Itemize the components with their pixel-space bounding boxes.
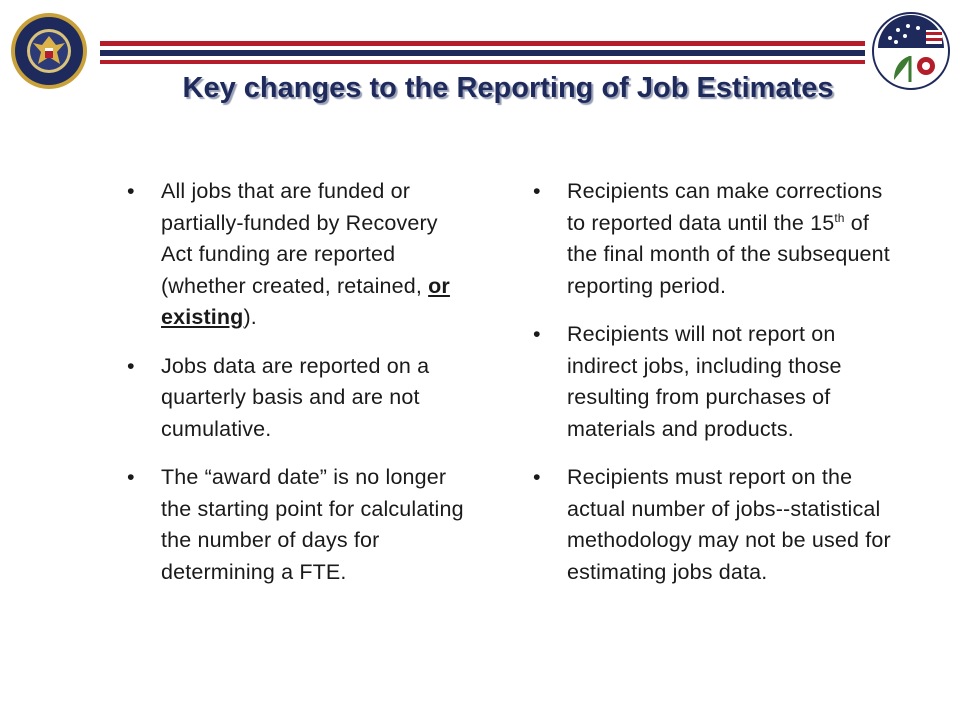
ordinal-superscript: th [834,210,845,225]
list-item [127,351,472,446]
bullet-text-after: ). [243,305,257,329]
bullet-text-before: All jobs that are funded or partially-funded by Recovery Act funding are reported (whether created, retained, [161,179,438,298]
header-rule-red-top [100,41,865,46]
list-item [127,176,472,334]
bullet-text-after: of the final month of the subsequent reporting period. [567,210,890,298]
left-column [127,176,472,605]
bullet-text: Recipients will not report on indirect jobs, including those resulting from purchases of materials and products. [567,322,842,441]
bullet-icon: • [533,179,541,203]
bullet-text-before: Recipients can make corrections to reported data until the 15 [567,179,883,235]
bullet-icon: • [533,465,541,489]
right-column [533,176,893,605]
bullet-icon: • [127,353,135,378]
bullet-text: Recipients must report on the actual number of jobs--statistical methodology may not be used for estimating jobs data. [567,465,891,584]
list-item [533,462,893,588]
list-item [533,176,893,302]
bullet-emphasis: or existing [161,273,450,329]
bullet-icon: • [533,322,541,346]
header-rule-red-bottom [100,60,865,64]
bullet-text: Jobs data are reported on a quarterly basis and are not cumulative. [161,353,430,441]
bullet-icon: • [127,179,135,203]
list-item [127,462,472,588]
list-item [533,319,893,445]
bullet-icon: • [127,465,135,489]
bullet-text: The “award date” is no longer the starting point for calculating the number of days for determining a FTE. [161,465,464,584]
header-rule-blue [100,50,865,56]
page-title: Key changes to the Reporting of Job Estimates [182,72,834,104]
